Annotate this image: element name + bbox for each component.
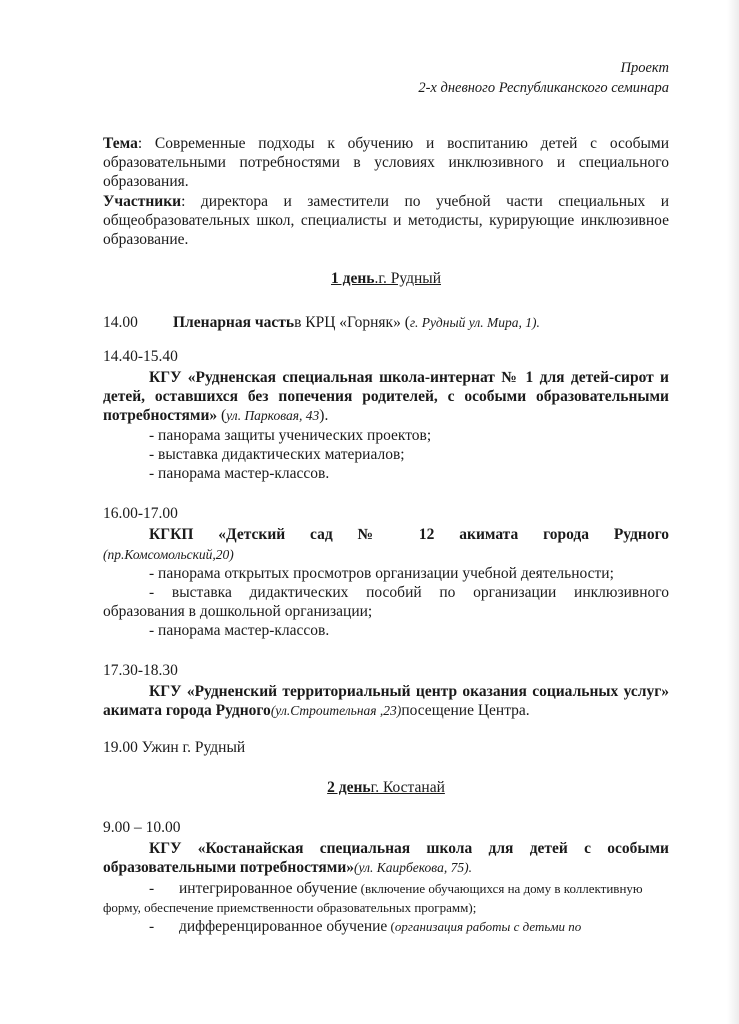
day1-session2-time: 14.40-15.40	[103, 348, 178, 365]
list-dash: -	[149, 918, 155, 935]
list-item: - панорама мастер-классов.	[149, 465, 330, 482]
item-detail: (включение обучающихся на дому в коллективную форму, обеспечение приемственности образовательных программ);	[103, 881, 643, 915]
day1-session4-time: 17.30-18.30	[103, 662, 178, 679]
document-header	[418, 58, 669, 98]
theme-text: : Современные подходы к обучению и воспитанию детей с особыми образовательными потребностями в условиях инклюзивного и специального образования.	[103, 135, 669, 190]
session-address: (ул. Каирбекова, 75).	[354, 860, 472, 875]
theme-paragraph	[103, 134, 669, 191]
session-text: посещение Центра.	[401, 702, 530, 719]
day2-session1-item2: - дифференцированное обучение (организация работы с детьми по	[103, 917, 669, 936]
session-address: (пр.Комсомольский,20)	[103, 547, 234, 562]
participants-paragraph	[103, 192, 669, 249]
day1-heading-rest: .г. Рудный	[374, 270, 441, 287]
list-item: - выставка дидактических пособий по организации инклюзивного образования в дошкольной организации;	[103, 584, 669, 620]
day1-session3-list	[103, 564, 669, 640]
day1-session3-time: 16.00-17.00	[103, 505, 178, 522]
item-detail: организация работы с детьми по	[394, 919, 582, 934]
day2-session1-item1	[103, 879, 669, 917]
list-dash: -	[149, 880, 155, 897]
day1-heading	[103, 270, 669, 288]
session-title: КГУ «Рудненская специальная школа-интернат № 1 для детей-сирот и детей, оставшихся без попечения родителей, с особыми образовательными потребностями»	[103, 369, 669, 424]
theme-label: Тема	[103, 135, 138, 152]
day2-heading-rest: г. Костанай	[370, 779, 445, 796]
participants-text: : директора и заместители по учебной части специальных и общеобразовательных школ, специалисты и методисты, курирующие инклюзивное образование.	[103, 193, 669, 248]
item-main: дифференцированное обучение	[179, 918, 388, 935]
session-title: КГУ «Костанайская специальная школа для детей с особыми образовательными потребностями»	[103, 840, 669, 876]
session-title: КГКП «Детский сад № 12 акимата города Рудного	[149, 526, 669, 543]
header-project: Проект	[620, 60, 669, 76]
day2-heading	[103, 779, 669, 797]
item-main: интегрированное обучение	[179, 880, 358, 897]
list-item: - панорама открытых просмотров организации учебной деятельности;	[149, 565, 614, 582]
session-address: г. Рудный ул. Мира, 1).	[409, 315, 540, 330]
page-edge-shadow	[727, 0, 739, 1024]
session-text: в КРЦ «Горняк» (	[294, 314, 410, 331]
day1-dinner: 19.00 Ужин г. Рудный	[103, 739, 246, 756]
session-address: (ул.Строительная ,23)	[270, 703, 402, 718]
day1-session2-list	[103, 426, 669, 483]
session-title: КГУ «Рудненский территориальный центр оказания социальных услуг» акимата города Рудного	[103, 683, 669, 719]
session-address: ул. Парковая, 43	[226, 408, 320, 423]
day1-session3-address	[103, 545, 669, 564]
day2-session1-title	[103, 839, 669, 877]
session-title: Пленарная часть	[173, 314, 295, 331]
list-item: - панорама мастер-классов.	[149, 622, 330, 639]
day2-heading-bold: 2 день	[327, 779, 371, 796]
day2-session1-time: 9.00 – 10.00	[103, 819, 181, 836]
participants-label: Участники	[103, 193, 182, 210]
header-subtitle: 2-х дневного Республиканского семинара	[418, 80, 669, 96]
day1-session2-title: КГУ «Рудненская специальная школа-интернат № 1 для детей-сирот и детей, оставшихся без попечения родителей, с особыми образовательными потребностями» (ул. Парковая, 43).	[103, 369, 669, 424]
day1-session3-title	[103, 525, 669, 544]
session-time: 14.00	[103, 314, 138, 331]
list-item: - панорама защиты ученических проектов;	[149, 427, 432, 444]
list-item: - выставка дидактических материалов;	[149, 446, 405, 463]
day1-session4-title	[103, 682, 669, 720]
day1-heading-bold: 1 день	[330, 270, 375, 287]
day1-session1	[103, 313, 669, 332]
